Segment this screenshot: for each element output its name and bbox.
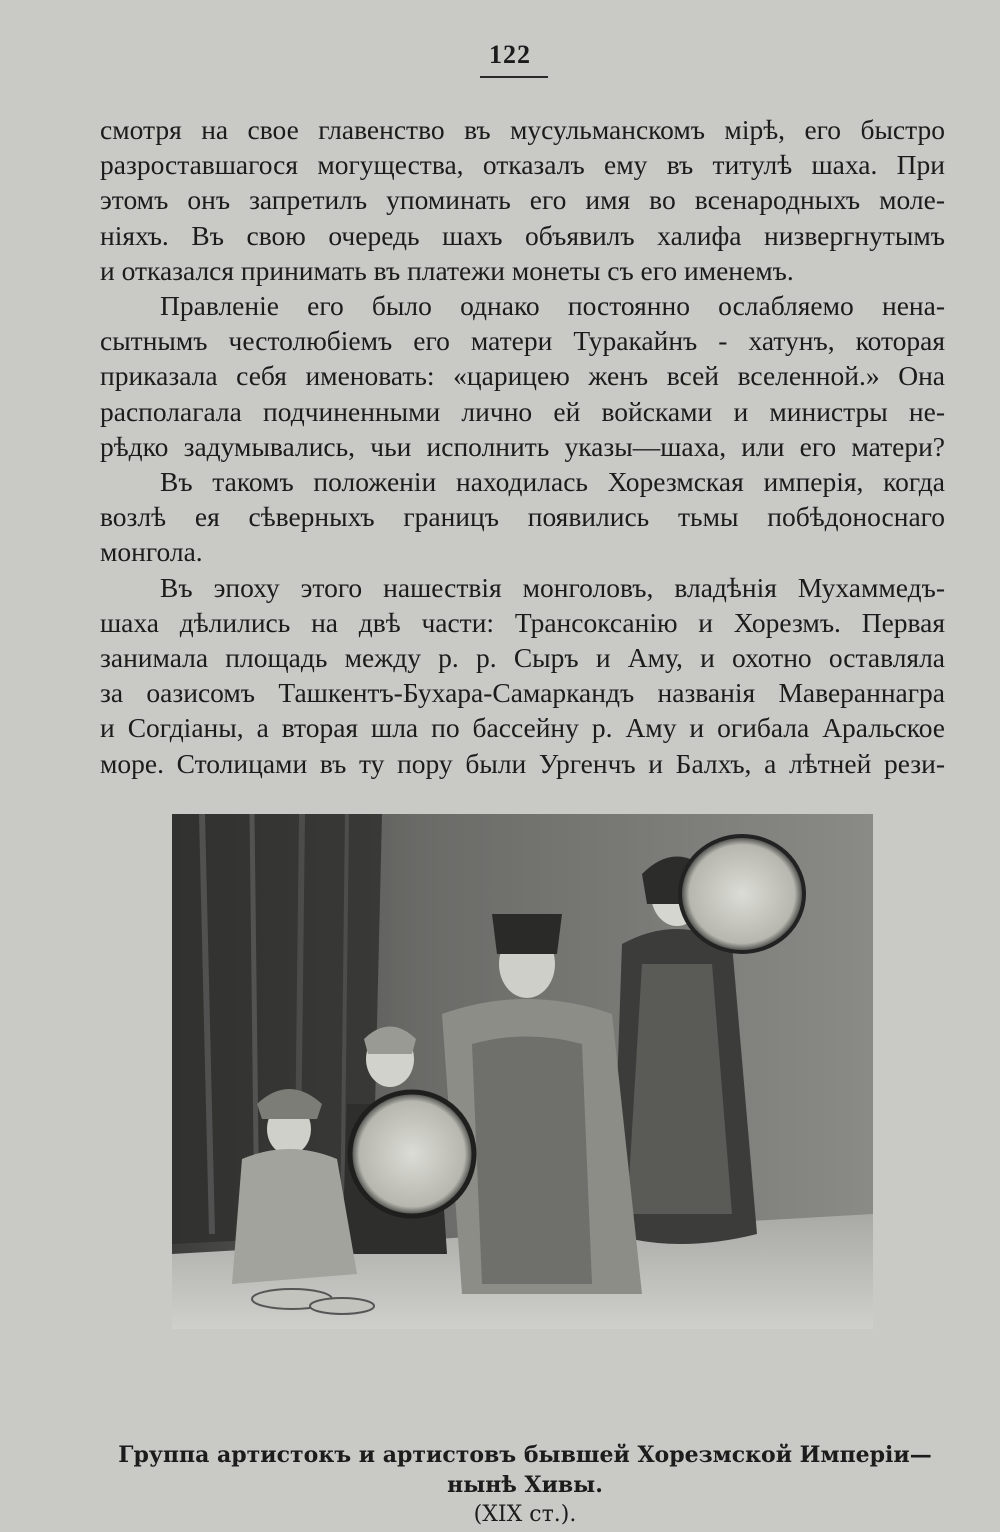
text-line: и отказался принимать въ платежи монеты съ его именемъ. <box>100 254 794 286</box>
text-line: за оазисомъ Ташкентъ-Бухара-Самаркандъ названiя Мавераннагра <box>100 677 945 709</box>
paragraph-4 <box>100 570 945 781</box>
text-line: разроставшагося могущества, отказалъ ему въ титулѣ шаха. При <box>100 149 945 181</box>
paragraph-3 <box>100 464 945 570</box>
text-line: Правленiе его было однако постоянно ослабляемо нена- <box>160 290 945 322</box>
text-line: этомъ онъ запретилъ упоминать его имя во всенародныхъ моле- <box>100 184 945 216</box>
paragraph-1 <box>100 112 945 288</box>
figure-caption <box>100 1440 950 1530</box>
text-line: занимала площадь между р. р. Сыръ и Аму, и охотно оставляла <box>100 642 945 674</box>
caption-title: Группа артистокъ и артистовъ бывшей Хорезмской Имперiи—нынѣ Хивы. <box>118 1442 932 1498</box>
group-photograph <box>172 814 873 1329</box>
text-line: сытнымъ честолюбiемъ его матери Туракайнъ - хатунъ, которая <box>100 325 945 357</box>
text-line: приказала себя именовать: «царицею женъ всей вселенной.» Она <box>100 360 945 392</box>
text-line: монгола. <box>100 536 203 568</box>
text-line: рѣдко задумывались, чьи исполнить указы—шаха, или его матери? <box>100 430 945 462</box>
paragraph-2 <box>100 288 945 464</box>
photograph-illustration <box>172 814 873 1329</box>
text-line: и Согдiаны, а вторая шла по бассейну р. Аму и огибала Аральское <box>100 712 945 744</box>
text-line: Въ эпоху этого нашествiя монголовъ, владѣнiя Мухаммедъ- <box>160 571 945 603</box>
body-text <box>100 112 945 781</box>
caption-date: (XIX ст.). <box>473 1502 577 1527</box>
text-line: Въ такомъ положенiи находилась Хорезмская имперiя, когда <box>160 466 945 498</box>
text-line: море. Столицами въ ту пору были Ургенчъ и Балхъ, а лѣтней рези- <box>100 747 945 779</box>
page-number: 122 <box>489 40 531 69</box>
text-line: смотря на свое главенство въ мусульманскомъ мiрѣ, его быстро <box>100 114 945 145</box>
text-line: располагала подчиненными лично ей войсками и министры не- <box>100 395 945 427</box>
text-line: шаха дѣлились на двѣ части: Трансоксанiю и Хорезмъ. Первая <box>100 606 945 638</box>
text-line: нiяхъ. Въ свою очередь шахъ объявилъ халифа низвергнутымъ <box>100 219 945 251</box>
page-number-underline <box>480 76 548 78</box>
text-line: возлѣ ея сѣверныхъ границъ появились тьмы побѣдоноснаго <box>100 501 945 533</box>
